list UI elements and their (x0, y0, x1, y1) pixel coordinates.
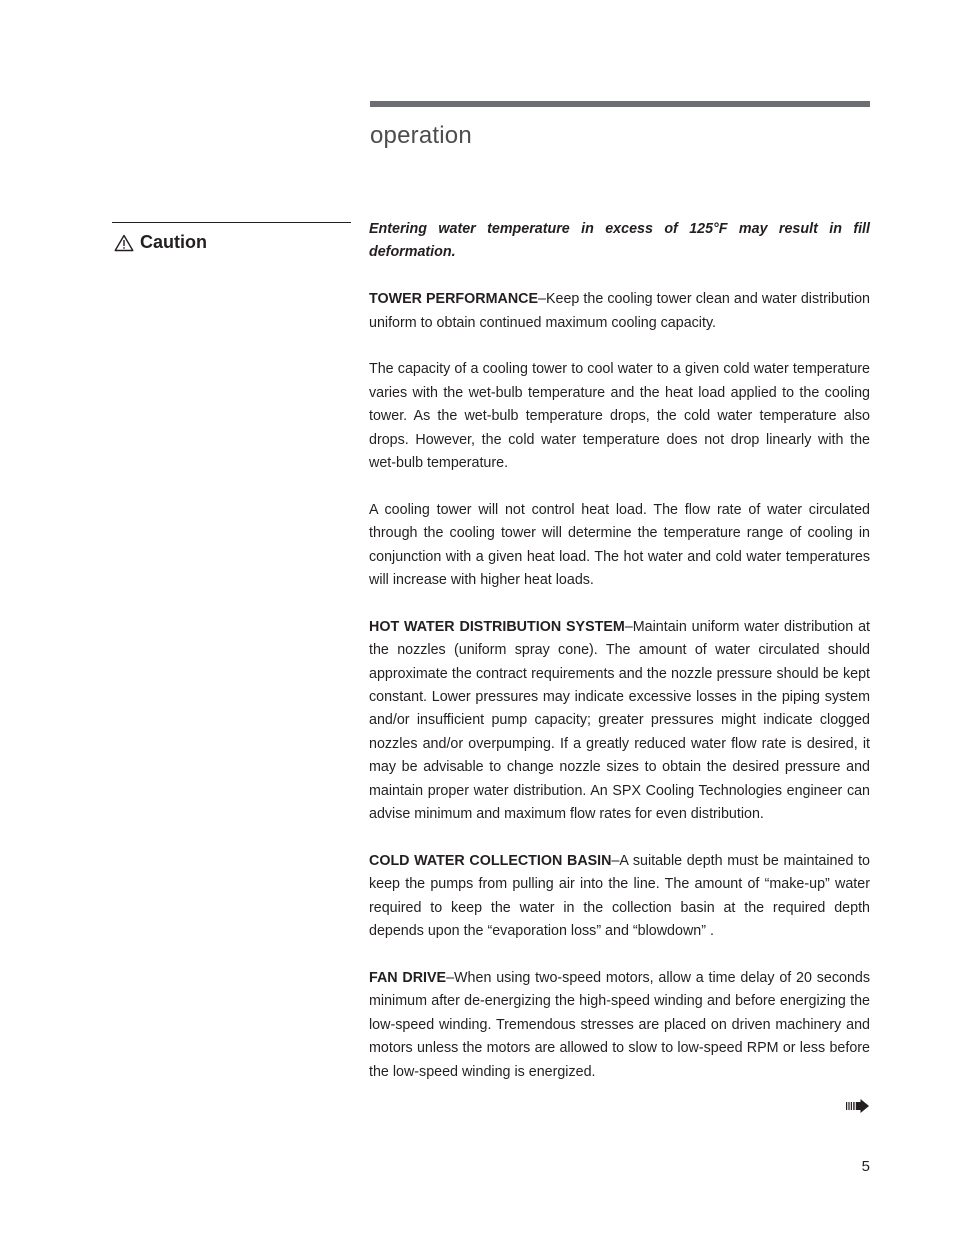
warning-text: Entering water temperature in excess of 125°F may result in fill deformation. (369, 221, 870, 261)
fan-drive-text: –When using two-speed motors, allow a time delay of 20 seconds minimum after de-energizing the high-speed winding and before energizing the low-speed winding. Tremendous stresses are placed on driven machinery and motors unless the motors are allowed to slow to low-speed RPM or less before the low-speed winding is energized. (369, 969, 870, 1080)
warning-triangle-icon (114, 234, 134, 252)
cold-water-paragraph (369, 850, 870, 944)
hot-water-paragraph (369, 616, 870, 827)
continue-arrow-icon (846, 1099, 870, 1118)
main-content (369, 218, 870, 1107)
sidebar-rule (112, 222, 351, 223)
caution-callout (114, 232, 207, 253)
cold-water-heading: COLD WATER COLLECTION BASIN (369, 852, 612, 869)
section-title: operation (370, 122, 472, 149)
hot-water-heading: HOT WATER DISTRIBUTION SYSTEM (369, 618, 625, 635)
page-number: 5 (861, 1158, 870, 1175)
caution-label: Caution (140, 232, 207, 252)
fan-drive-heading: FAN DRIVE (369, 969, 447, 986)
tower-performance-text: –Keep the cooling tower clean and water distribution uniform to obtain continued maximum cooling capacity. (369, 291, 870, 331)
tower-performance-paragraph (369, 288, 870, 335)
hot-water-text: –Maintain uniform water distribution at the nozzles (uniform spray cone). The amount of water circulated should approximate the contract requirements and the nozzle pressure should be kept constant. Lower pressures may indicate excessive losses in the piping system and/or insufficient pump capacity; greater pressures might indicate clogged nozzles and/or overpumping. If a greatly reduced water flow rate is desired, it may be advisable to change nozzle sizes to obtain the desired pressure and maintain proper water distribution. An SPX Cooling Technologies engineer can advise minimum and maximum flow rates for even distribution. (369, 618, 870, 823)
cold-water-text: –A suitable depth must be maintained to keep the pumps from pulling air into the line. The amount of “make-up” water required to keep the water in the collection basin at the required depth depends upon the “evaporation loss” and “blowdown” . (369, 852, 870, 940)
header-rule (370, 101, 870, 107)
tower-performance-heading: TOWER PERFORMANCE (369, 291, 538, 308)
fan-drive-paragraph (369, 967, 870, 1084)
heat-load-paragraph: A cooling tower will not control heat load. The flow rate of water circulated through the cooling tower will determine the temperature range of cooling in conjunction with a given heat load. The hot water and cold water temperatures will increase with higher heat loads. (369, 501, 870, 589)
capacity-paragraph: The capacity of a cooling tower to cool water to a given cold water temperature varies with the wet-bulb temperature and the heat load applied to the cooling tower. As the wet-bulb temperature drops, the cold water temperature also drops. However, the cold water temperature does not drop linearly with the wet-bulb temperature. (369, 361, 870, 472)
